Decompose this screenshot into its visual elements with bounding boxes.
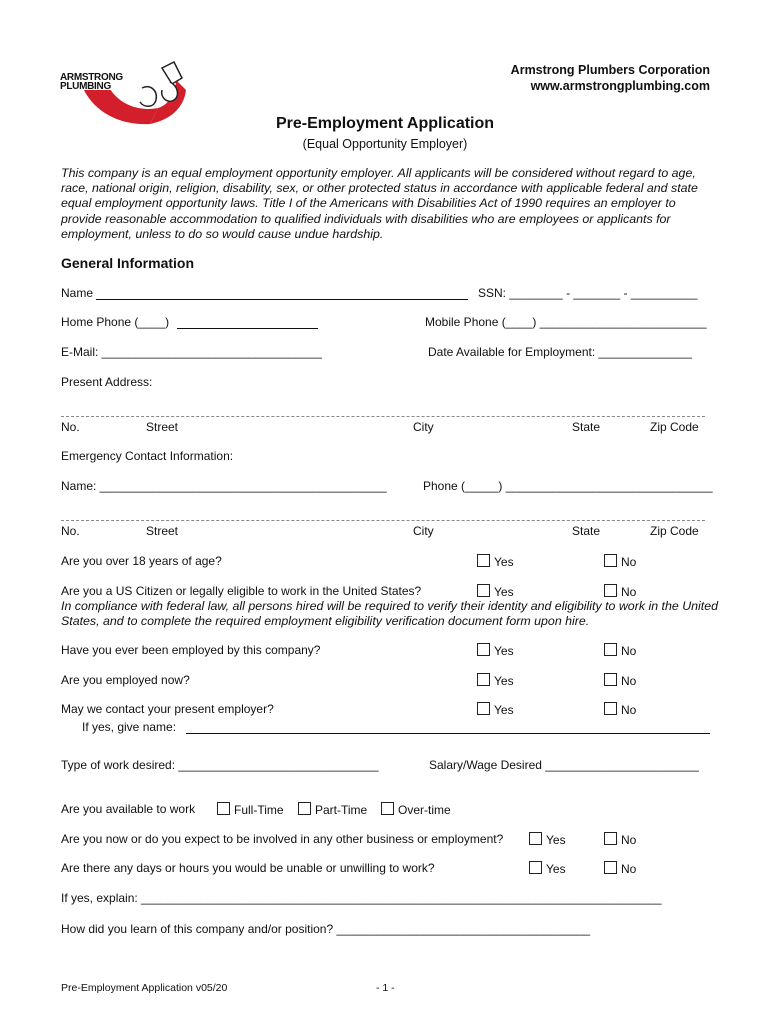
- email-field[interactable]: E-Mail: _________________________________: [61, 345, 322, 359]
- citizen-yes[interactable]: [477, 584, 514, 599]
- question-contact-employer: May we contact your present employer?: [61, 702, 274, 716]
- checkbox-icon[interactable]: [298, 802, 311, 815]
- question-other-business: Are you now or do you expect to be involved in any other business or employment?: [61, 832, 504, 846]
- date-available-field[interactable]: Date Available for Employment: ______________: [428, 345, 692, 359]
- question-unable-days: Are there any days or hours you would be unable or unwilling to work?: [61, 861, 435, 875]
- page-title: Pre-Employment Application: [275, 115, 495, 132]
- question-over18: Are you over 18 years of age?: [61, 554, 222, 568]
- ec-address-city-label: City: [413, 524, 434, 538]
- option-label: Yes: [494, 703, 514, 717]
- section-title: General Information: [61, 255, 195, 271]
- option-label: No: [621, 555, 637, 569]
- option-label: Over-time: [398, 803, 451, 817]
- ec-address-street-label: Street: [146, 524, 179, 538]
- address-city-label: City: [413, 420, 434, 434]
- ec-address-state-label: State: [572, 524, 601, 538]
- full-time-option[interactable]: [217, 802, 284, 817]
- emergency-contact-label: Emergency Contact Information:: [61, 449, 234, 463]
- checkbox-icon[interactable]: [477, 554, 490, 567]
- name-field[interactable]: [96, 299, 468, 300]
- checkbox-icon[interactable]: [604, 702, 617, 715]
- option-label: Yes: [546, 833, 566, 847]
- question-available: Are you available to work: [61, 802, 196, 816]
- part-time-option[interactable]: [298, 802, 367, 817]
- question-citizen: Are you a US Citizen or legally eligible to work in the United States?: [61, 584, 422, 598]
- question-employed-now: Are you employed now?: [61, 673, 190, 687]
- citizen-no[interactable]: [604, 584, 636, 599]
- checkbox-icon[interactable]: [529, 832, 542, 845]
- checkbox-icon[interactable]: [477, 673, 490, 686]
- checkbox-icon[interactable]: [477, 584, 490, 597]
- checkbox-icon[interactable]: [604, 584, 617, 597]
- option-label: Full-Time: [234, 803, 284, 817]
- salary-field[interactable]: Salary/Wage Desired _______________________: [429, 758, 699, 772]
- option-label: No: [621, 585, 637, 599]
- question-employed-before: Have you ever been employed by this company?: [61, 643, 321, 657]
- over-time-option[interactable]: [381, 802, 451, 817]
- option-label: Yes: [494, 555, 514, 569]
- company-name: Armstrong Plumbers Corporation: [510, 63, 710, 77]
- unable-days-no[interactable]: [604, 861, 636, 876]
- unable-days-yes[interactable]: [529, 861, 566, 876]
- option-label: No: [621, 674, 637, 688]
- checkbox-icon[interactable]: [529, 861, 542, 874]
- ec-address-no-label: No.: [61, 524, 80, 538]
- checkbox-icon[interactable]: [604, 861, 617, 874]
- option-label: Yes: [546, 862, 566, 876]
- checkbox-icon[interactable]: [604, 554, 617, 567]
- option-label: Part-Time: [315, 803, 368, 817]
- present-address-field[interactable]: [61, 416, 705, 417]
- home-phone-field[interactable]: [177, 328, 318, 329]
- present-address-label: Present Address:: [61, 375, 153, 389]
- logo-text-line1: ARMSTRONG: [60, 72, 123, 83]
- address-no-label: No.: [61, 420, 80, 434]
- name-label: Name: [61, 286, 94, 300]
- checkbox-icon[interactable]: [381, 802, 394, 815]
- ec-name-field[interactable]: Name: ___________________________________________: [61, 479, 387, 493]
- page-subtitle: (Equal Opportunity Employer): [302, 137, 468, 151]
- option-label: No: [621, 862, 637, 876]
- over18-no[interactable]: [604, 554, 636, 569]
- ec-address-field[interactable]: [61, 520, 705, 521]
- company-website: www.armstrongplumbing.com: [530, 79, 710, 93]
- contact-employer-yes[interactable]: [477, 702, 514, 717]
- ec-address-zip-label: Zip Code: [650, 524, 699, 538]
- type-of-work-field[interactable]: Type of work desired: ______________________________: [61, 758, 379, 772]
- eeo-statement: This company is an equal employment opportunity employer. All applicants will be considered without regard to age, race, national origin, religion, disability, sex, or other protected status in accordance with applicable federal and state equal employment opportunity laws. Title I of the Americans with Disabilities Act of 1990 requires an employer to provide reasonable accommodation to qualified individuals with disabilities who are employees or applicants for employment, unless to do so would cause undue hardship.: [61, 166, 698, 241]
- option-label: Yes: [494, 674, 514, 688]
- ec-phone-field[interactable]: Phone (_____) _______________________________: [423, 479, 713, 493]
- checkbox-icon[interactable]: [217, 802, 230, 815]
- citizen-note: In compliance with federal law, all persons hired will be required to verify their identity and eligibility to work in the United States, and to complete the required employment eligibility verification document form upon hire.: [61, 599, 719, 628]
- checkbox-icon[interactable]: [604, 673, 617, 686]
- address-zip-label: Zip Code: [650, 420, 699, 434]
- if-yes-explain-field[interactable]: If yes, explain: ______________________________________________________________________________: [61, 891, 662, 905]
- address-state-label: State: [572, 420, 601, 434]
- option-label: No: [621, 833, 637, 847]
- checkbox-icon[interactable]: [604, 832, 617, 845]
- checkbox-icon[interactable]: [477, 643, 490, 656]
- option-label: Yes: [494, 644, 514, 658]
- if-yes-give-name-label: If yes, give name:: [82, 720, 177, 734]
- employed-before-yes[interactable]: [477, 643, 514, 658]
- how-learn-field[interactable]: How did you learn of this company and/or position? ______________________________________: [61, 922, 591, 936]
- other-business-yes[interactable]: [529, 832, 566, 847]
- footer-page-number: - 1 -: [376, 982, 395, 994]
- over18-yes[interactable]: [477, 554, 514, 569]
- checkbox-icon[interactable]: [604, 643, 617, 656]
- footer-version: Pre-Employment Application v05/20: [61, 982, 228, 994]
- option-label: Yes: [494, 585, 514, 599]
- option-label: No: [621, 703, 637, 717]
- address-street-label: Street: [146, 420, 179, 434]
- employed-now-no[interactable]: [604, 673, 636, 688]
- employer-name-field[interactable]: [186, 733, 710, 734]
- logo-text-line2: PLUMBING: [60, 81, 111, 92]
- ssn-field[interactable]: SSN: ________ - _______ - __________: [478, 286, 698, 300]
- home-phone-label: Home Phone (____): [61, 315, 170, 329]
- mobile-phone-field[interactable]: Mobile Phone (____) _________________________: [425, 315, 707, 329]
- option-label: No: [621, 644, 637, 658]
- contact-employer-no[interactable]: [604, 702, 636, 717]
- checkbox-icon[interactable]: [477, 702, 490, 715]
- employed-before-no[interactable]: [604, 643, 636, 658]
- employed-now-yes[interactable]: [477, 673, 514, 688]
- other-business-no[interactable]: [604, 832, 636, 847]
